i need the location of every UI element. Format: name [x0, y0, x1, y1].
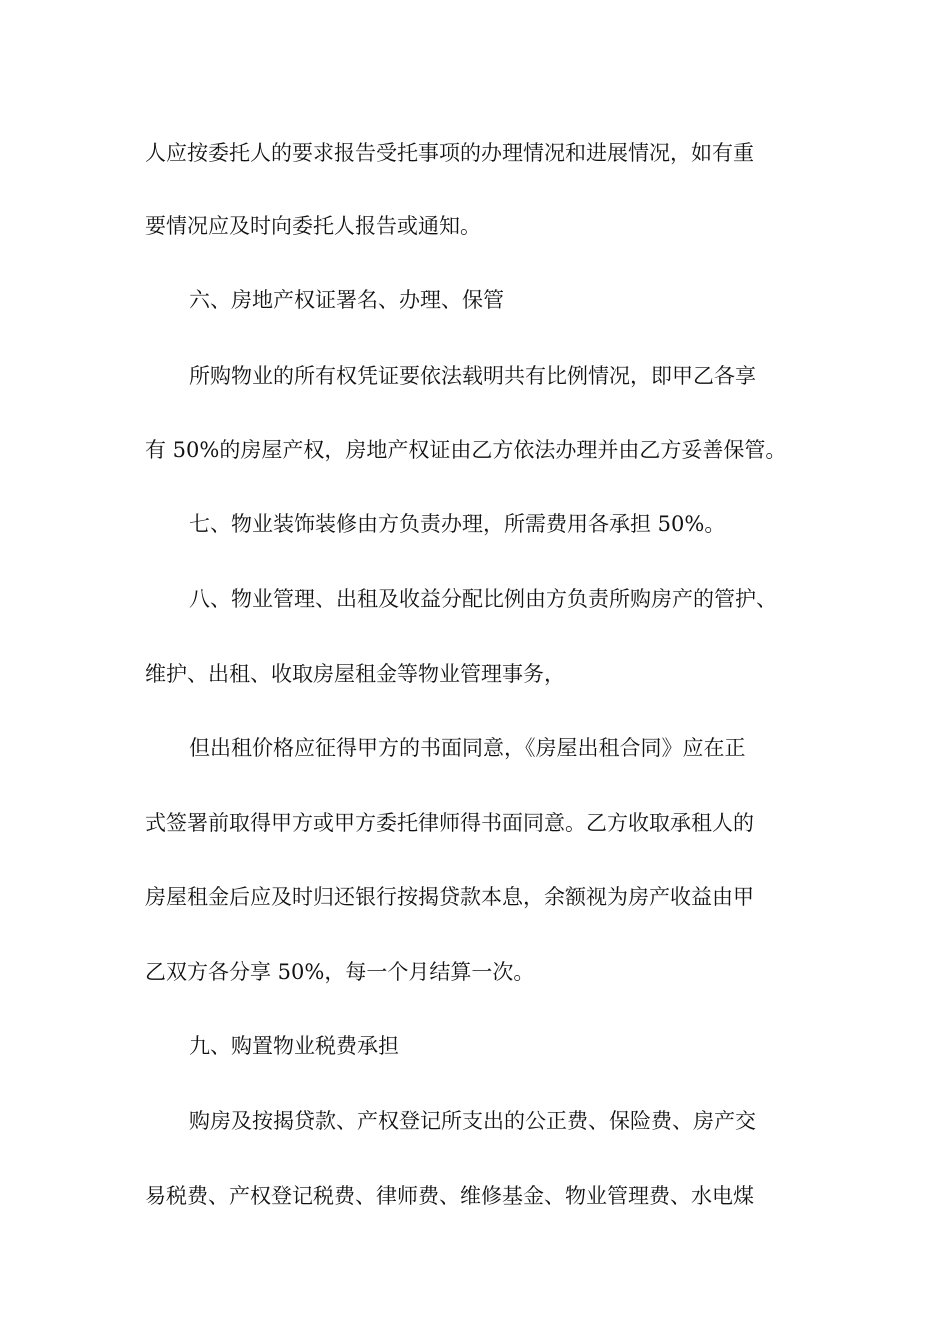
body-text-line: 有 50%的房屋产权，房地产权证由乙方依法办理并由乙方妥善保管。 [145, 438, 787, 462]
body-text-line: 式签署前取得甲方或甲方委托律师得书面同意。乙方收取承租人的 [145, 811, 754, 835]
body-text-line: 乙双方各分享 50%，每一个月结算一次。 [145, 960, 535, 984]
section-heading-6: 六、房地产权证署名、办理、保管 [189, 288, 504, 312]
body-text-line: 所购物业的所有权凭证要依法载明共有比例情况，即甲乙各享 [189, 364, 756, 388]
body-text-line: 人应按委托人的要求报告受托事项的办理情况和进展情况，如有重 [145, 141, 754, 165]
body-text-line: 房屋租金后应及时归还银行按揭贷款本息，余额视为房产收益由甲 [145, 885, 754, 909]
section-heading-8: 八、物业管理、出租及收益分配比例由方负责所购房产的管护、 [189, 587, 777, 611]
body-text-line: 但出租价格应征得甲方的书面同意，《房屋出租合同》应在正 [189, 736, 746, 760]
body-text-line: 购房及按揭贷款、产权登记所支出的公正费、保险费、房产交 [189, 1109, 756, 1133]
body-text-line: 要情况应及时向委托人报告或通知。 [145, 214, 481, 238]
body-text-line: 维护、出租、收取房屋租金等物业管理事务， [145, 662, 565, 686]
body-text-line: 易税费、产权登记税费、律师费、维修基金、物业管理费、水电煤 [145, 1184, 754, 1208]
section-heading-9: 九、购置物业税费承担 [189, 1034, 399, 1058]
section-heading-7: 七、物业装饰装修由方负责办理，所需费用各承担 50%。 [189, 512, 726, 536]
